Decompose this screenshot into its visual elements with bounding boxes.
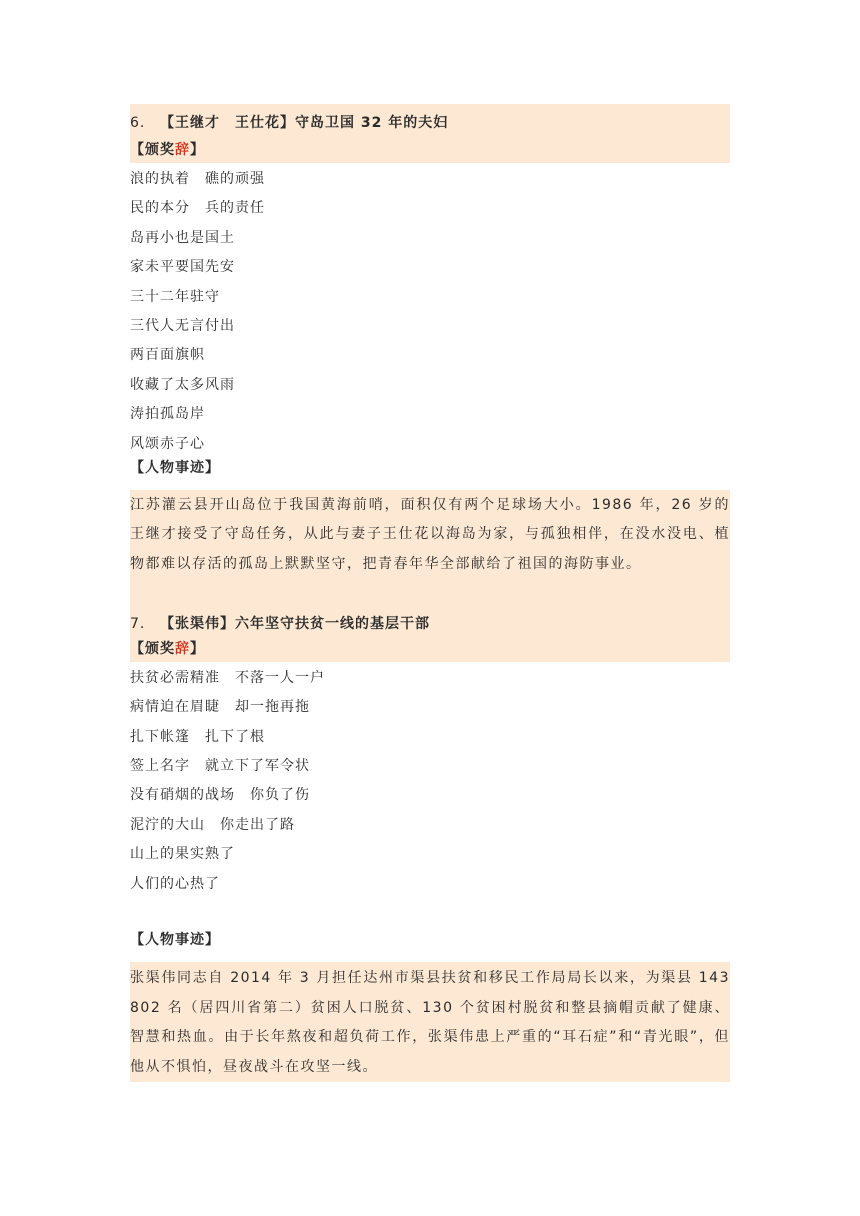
entry-7-award-lines <box>130 662 730 899</box>
award-heading-close: 】 <box>190 640 205 657</box>
award-line: 病情迫在眉睫 却一拖再拖 <box>130 699 310 716</box>
entry-7-heading: 【张渠伟】六年坚守扶贫一线的基层干部 <box>160 615 430 632</box>
entry-7-story-heading: 【人物事迹】 <box>130 932 220 949</box>
award-line: 泥泞的大山 你走出了路 <box>130 816 295 833</box>
award-line: 收藏了太多风雨 <box>130 376 235 393</box>
entry-6-number: 6. <box>130 115 146 131</box>
award-heading-red-char: 辞 <box>175 142 190 158</box>
award-line: 人们的心热了 <box>130 875 220 892</box>
award-line: 两百面旗帜 <box>130 347 205 364</box>
entry-6-title <box>130 104 730 138</box>
entry-6-story: 江苏灌云县开山岛位于我国黄海前哨，面积仅有两个足球场大小。1986 年，26 岁的王继才接受了守岛任务，从此与妻子王仕花以海岛为家，与孤独相伴，在没水没电、植物都难以存活的孤岛上默默坚守，把青春年华全部献给了祖国的海防事业。 <box>130 490 730 609</box>
entry-7-story: 张渠伟同志自 2014 年 3 月担任达州市渠县扶贫和移民工作局局长以来，为渠县 143802 名（居四川省第二）贫困人口脱贫、130 个贫困村脱贫和整县摘帽贡献了健康、智慧和热血。由于长年熬夜和超负荷工作，张渠伟患上严重的“耳石症”和“青光眼”，但他从不惧怕，昼夜战斗在攻坚一线。 <box>130 962 730 1082</box>
entry-6-award-heading <box>130 138 730 163</box>
award-line: 山上的果实熟了 <box>130 846 235 863</box>
award-heading-open: 【颁奖 <box>130 640 175 657</box>
entry-6-award-lines <box>130 163 730 459</box>
award-line: 涛拍孤岛岸 <box>130 406 205 423</box>
award-line: 三代人无言付出 <box>130 317 235 334</box>
award-line: 三十二年驻守 <box>130 288 220 305</box>
award-line: 浪的执着 礁的顽强 <box>130 171 265 187</box>
award-heading-red-char: 辞 <box>175 640 190 657</box>
document-page <box>130 104 730 1082</box>
award-line: 风颂赤子心 <box>130 435 205 452</box>
entry-6-story-heading: 【人物事迹】 <box>130 459 220 476</box>
entry-7-number: 7. <box>130 615 146 632</box>
entry-7-title <box>130 609 730 637</box>
award-line: 签上名字 就立下了军令状 <box>130 758 310 775</box>
award-line: 扎下帐篷 扎下了根 <box>130 728 265 745</box>
award-line: 家未平要国先安 <box>130 259 235 276</box>
entry-7-award-heading <box>130 637 730 662</box>
award-heading-close: 】 <box>190 142 205 158</box>
award-line: 民的本分 兵的责任 <box>130 200 265 217</box>
award-line: 岛再小也是国土 <box>130 229 235 246</box>
award-line: 扶贫必需精准 不落一人一户 <box>130 669 325 686</box>
award-line: 没有硝烟的战场 你负了伤 <box>130 787 310 804</box>
award-heading-open: 【颁奖 <box>130 142 175 158</box>
entry-6-heading: 【王继才 王仕花】守岛卫国 32 年的夫妇 <box>160 115 449 131</box>
